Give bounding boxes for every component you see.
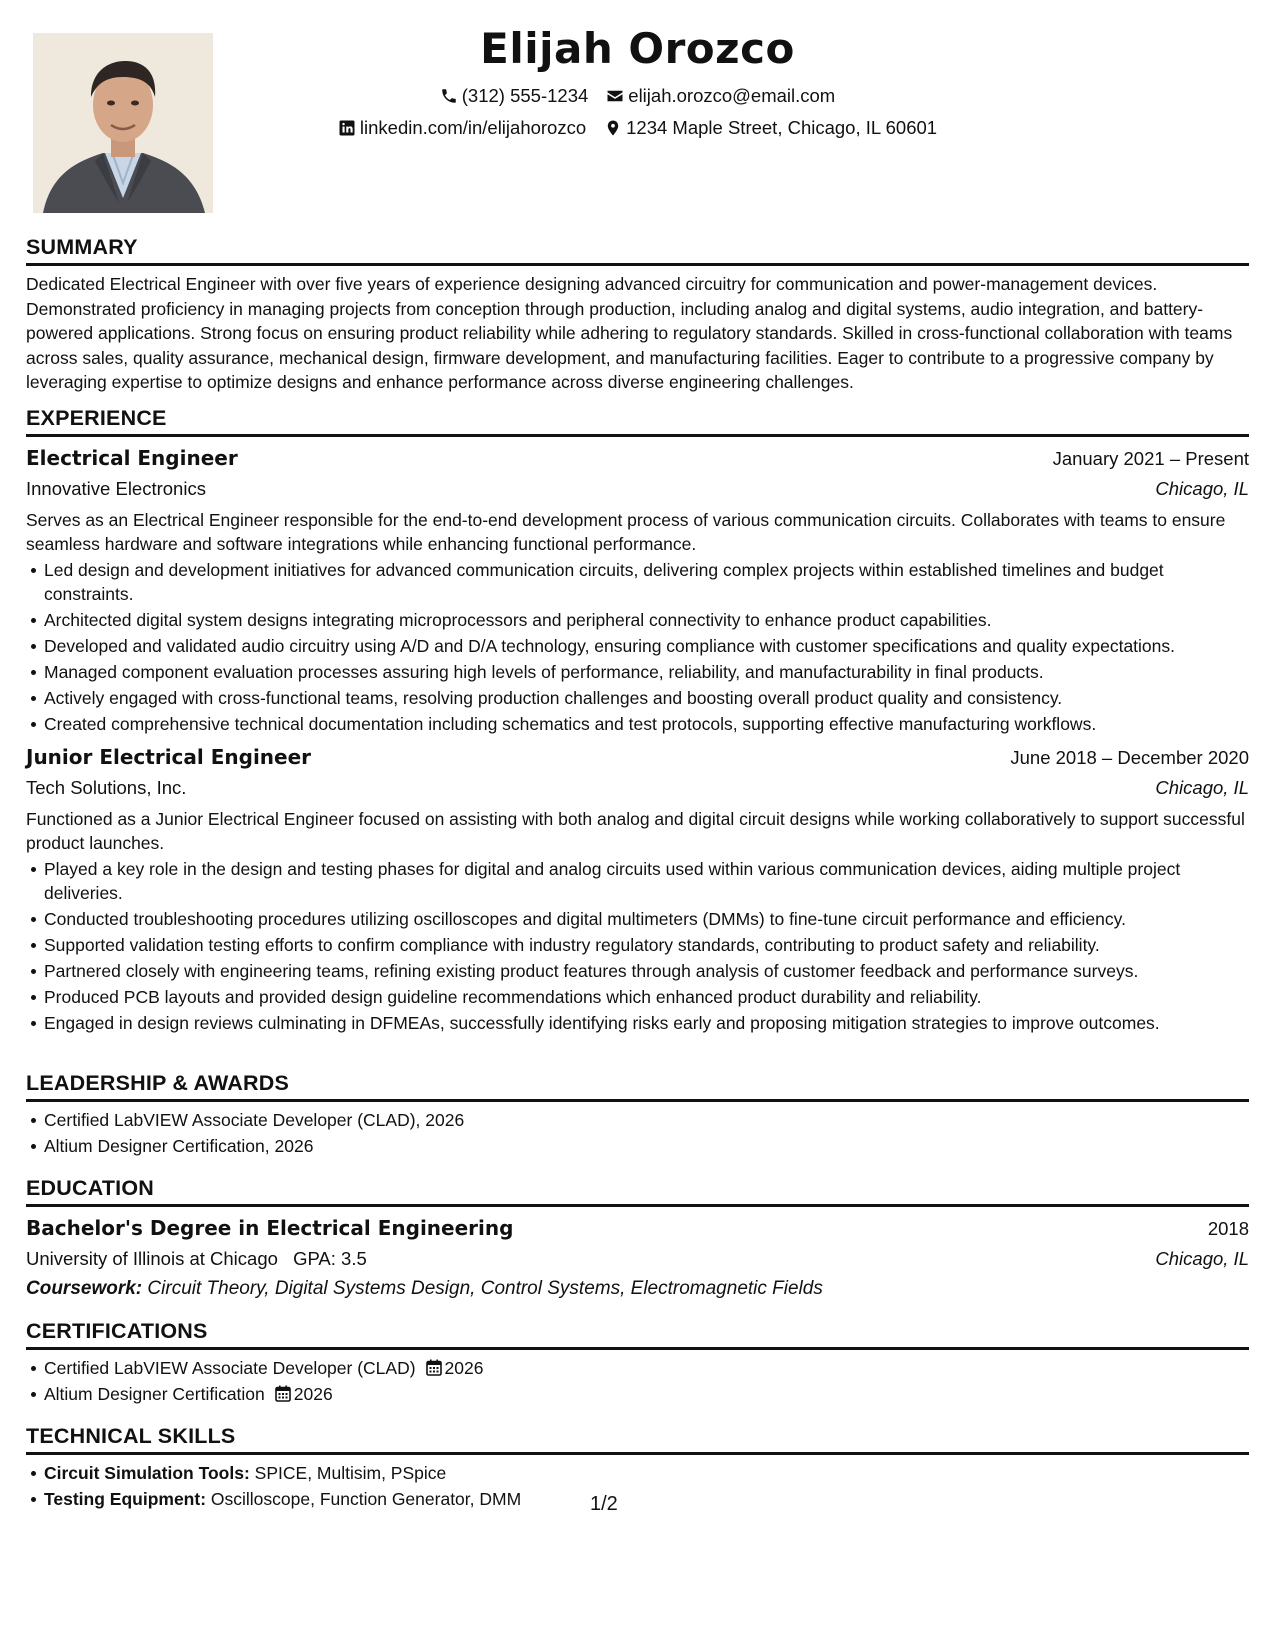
leadership-list xyxy=(26,1108,1249,1158)
certifications-heading: CERTIFICATIONS xyxy=(26,1317,1249,1350)
certification-year: 2026 xyxy=(293,1384,333,1404)
phone-number: (312) 555-1234 xyxy=(461,85,589,106)
list-item: Partnered closely with engineering teams, refining existing product features through analysis of customer feedback and performance surveys. xyxy=(44,959,1249,983)
job-dates: January 2021 – Present xyxy=(1052,448,1249,469)
list-item: Developed and validated audio circuitry using A/D and D/A technology, ensuring compliance with customer specifications and quality expectations. xyxy=(44,634,1249,658)
skills-heading: TECHNICAL SKILLS xyxy=(26,1422,1249,1455)
degree-name: Bachelor's Degree in Electrical Engineering xyxy=(26,1216,514,1240)
list-item xyxy=(44,1487,1249,1511)
list-item: Led design and development initiatives for advanced communication circuits, delivering complex projects within established timelines and budget constraints. xyxy=(44,558,1249,606)
linkedin-icon xyxy=(338,119,356,137)
skill-value: SPICE, Multisim, PSpice xyxy=(254,1463,447,1483)
summary-heading: SUMMARY xyxy=(26,233,1249,266)
contact-line-secondary xyxy=(0,116,1275,140)
resume-header xyxy=(0,20,1275,140)
address-contact xyxy=(604,116,937,140)
job-location: Chicago, IL xyxy=(1155,777,1249,798)
job-dates: June 2018 – December 2020 xyxy=(1010,747,1249,768)
contact-line-primary xyxy=(0,84,1275,108)
leadership-section xyxy=(26,1069,1249,1158)
map-pin-icon xyxy=(604,119,622,137)
job-description: Functioned as a Junior Electrical Engineer focused on assisting with both analog and digital circuit designs while working collaboratively to support successful product launches. xyxy=(26,809,1245,853)
job-title: Junior Electrical Engineer xyxy=(26,745,312,769)
gpa: GPA: 3.5 xyxy=(293,1248,367,1269)
list-item: Certified LabVIEW Associate Developer (CLAD), 2026 xyxy=(44,1108,1249,1132)
job-location: Chicago, IL xyxy=(1155,478,1249,499)
skill-value: Oscilloscope, Function Generator, DMM xyxy=(210,1489,522,1509)
summary-text: Dedicated Electrical Engineer with over five years of experience designing advanced circuitry for communication and power-management devices. Demonstrated proficiency in managing projects from conception through production, including analog and digital systems, audio integration, and battery-powered applications. Strong focus on ensuring product reliability while adhering to regulatory standards. Skilled in cross-functional collaboration with teams across sales, quality assurance, mechanical design, firmware development, and manufacturing facilities. Eager to contribute to a progressive company by leveraging expertise to optimize designs and enhance performance across diverse engineering challenges. xyxy=(26,274,1233,392)
email-address: elijah.orozco@email.com xyxy=(628,85,836,106)
company-name: Tech Solutions, Inc. xyxy=(26,777,187,798)
job-entry xyxy=(26,443,1249,736)
summary-section xyxy=(26,233,1249,395)
envelope-icon xyxy=(606,87,624,105)
job-entry xyxy=(26,742,1249,1035)
education-section xyxy=(26,1174,1249,1304)
certification-name: Altium Designer Certification xyxy=(44,1384,265,1404)
page-number: 1/2 xyxy=(590,1493,618,1515)
street-address: 1234 Maple Street, Chicago, IL 60601 xyxy=(626,117,938,138)
skills-list xyxy=(26,1461,1249,1511)
list-item xyxy=(44,1356,1249,1380)
coursework-line xyxy=(26,1274,1249,1304)
candidate-name: Elijah Orozco xyxy=(480,24,795,73)
list-item: Engaged in design reviews culminating in DFMEAs, successfully identifying risks early and proposing mitigation strategies to improve outcomes. xyxy=(44,1011,1249,1035)
graduation-year: 2018 xyxy=(1207,1218,1249,1239)
list-item: Actively engaged with cross-functional teams, resolving production challenges and boosting overall product quality and consistency. xyxy=(44,686,1249,710)
list-item xyxy=(44,1461,1249,1485)
phone-contact[interactable] xyxy=(440,84,589,108)
calendar-icon xyxy=(426,1359,442,1376)
list-item xyxy=(44,1382,1249,1406)
experience-heading: EXPERIENCE xyxy=(26,404,1249,437)
list-item: Supported validation testing efforts to confirm compliance with industry regulatory standards, contributing to product safety and reliability. xyxy=(44,933,1249,957)
list-item: Created comprehensive technical documentation including schematics and test protocols, supporting effective manufacturing workflows. xyxy=(44,712,1249,736)
skill-label: Circuit Simulation Tools: xyxy=(44,1463,250,1483)
list-item: Managed component evaluation processes assuring high levels of performance, reliability, and manufacturability in final products. xyxy=(44,660,1249,684)
skill-label: Testing Equipment: xyxy=(44,1489,207,1509)
email-contact[interactable] xyxy=(606,84,835,108)
certification-year: 2026 xyxy=(444,1358,484,1378)
linkedin-url: linkedin.com/in/elijahorozco xyxy=(359,117,587,138)
list-item: Altium Designer Certification, 2026 xyxy=(44,1134,1249,1158)
skills-section xyxy=(26,1422,1249,1511)
certifications-list xyxy=(26,1356,1249,1406)
list-item: Produced PCB layouts and provided design guideline recommendations which enhanced product durability and reliability. xyxy=(44,985,1249,1009)
coursework-list: Circuit Theory, Digital Systems Design, Control Systems, Electromagnetic Fields xyxy=(147,1278,823,1299)
education-heading: EDUCATION xyxy=(26,1174,1249,1207)
leadership-heading: LEADERSHIP & AWARDS xyxy=(26,1069,1249,1102)
list-item: Played a key role in the design and testing phases for digital and analog circuits used within various communication devices, aiding multiple project deliveries. xyxy=(44,857,1249,905)
phone-icon xyxy=(440,87,458,105)
certification-name: Certified LabVIEW Associate Developer (CLAD) xyxy=(44,1358,416,1378)
list-item: Architected digital system designs integrating microprocessors and peripheral connectivity to enhance product capabilities. xyxy=(44,608,1249,632)
school-name: University of Illinois at Chicago xyxy=(26,1248,278,1269)
job-description: Serves as an Electrical Engineer responsible for the end-to-end development process of various communication circuits. Collaborates with teams to ensure seamless hardware and software integrations while enhancing functional performance. xyxy=(26,510,1226,554)
job-bullets xyxy=(26,558,1249,736)
job-bullets xyxy=(26,857,1249,1035)
certifications-section xyxy=(26,1317,1249,1406)
job-title: Electrical Engineer xyxy=(26,446,238,470)
school-location: Chicago, IL xyxy=(1155,1248,1249,1269)
calendar-icon xyxy=(275,1385,291,1402)
company-name: Innovative Electronics xyxy=(26,478,206,499)
linkedin-contact[interactable] xyxy=(338,116,586,140)
coursework-label: Coursework: xyxy=(26,1278,143,1299)
experience-section xyxy=(26,404,1249,1035)
list-item: Conducted troubleshooting procedures utilizing oscilloscopes and digital multimeters (DMMs) to fine-tune circuit performance and efficiency. xyxy=(44,907,1249,931)
